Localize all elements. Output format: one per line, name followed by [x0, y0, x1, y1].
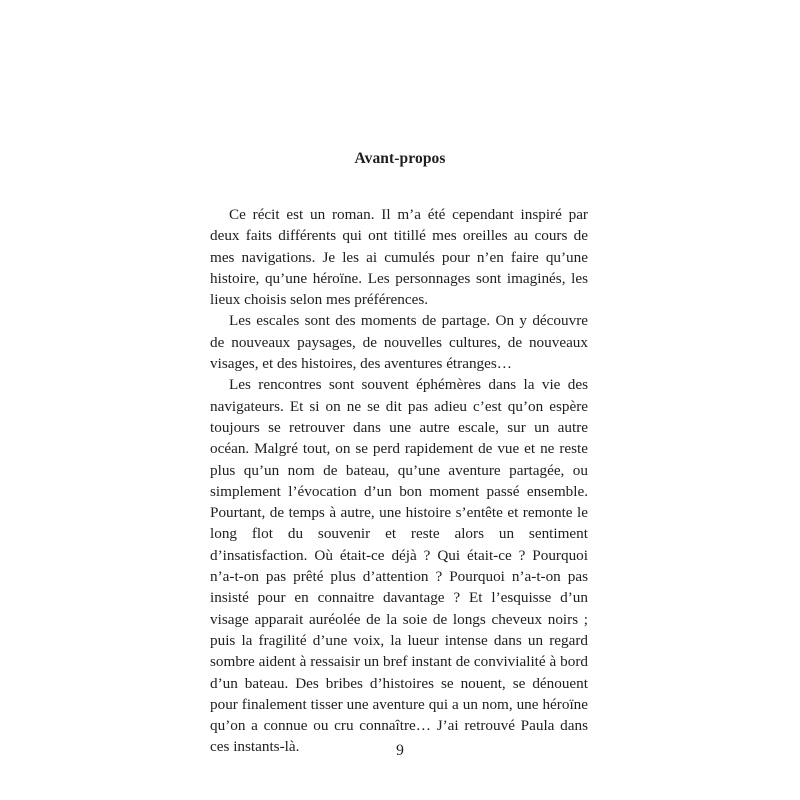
- page-number: 9: [396, 742, 404, 759]
- page-title: Avant-propos: [354, 150, 446, 167]
- paragraph-1: Ce récit est un roman. Il m’a été cependant inspiré par deux faits différents qui ont titillé mes oreilles au cours de mes navigations. Je les ai cumulés pour n’en faire qu’une histoire, qu’une héroïne. Les personnages sont imaginés, les lieux choisis selon mes préférences.: [210, 206, 588, 309]
- paragraph-2: Les escales sont des moments de partage. On y découvre de nouveaux paysages, de nouvelles cultures, de nouveaux visages, et des histoires, des aventures étranges…: [210, 312, 588, 373]
- paragraph-3: Les rencontres sont souvent éphémères dans la vie des navigateurs. Et si on ne se dit pas adieu c’est qu’on espère toujours se retrouver dans une autre escale, sur un autre océan. Malgré tout, on se perd rapidement de vue et ne reste plus qu’un nom de bateau, qu’une aventure partagée, ou simplement l’évocation d’un bon moment passé ensemble. Pourtant, de temps à autre, une histoire s’entête et remonte le long flot du souvenir et reste alors un sentiment d’insatisfaction. Où était-ce déjà ? Qui était-ce ? Pourquoi n’a-t-on pas prêté plus d’attention ? Pourquoi n’a-t-on pas insisté pour en connaitre davantage ? Et l’esquisse d’un visage apparait auréolée de la soie de longs cheveux noirs ; puis la fragilité d’une voix, la lueur intense dans un regard sombre aident à ressaisir un bref instant de convivialité à bord d’un bateau. Des bribes d’histoires se nouent, se dénouent pour finalement tisser une aventure qui a un nom, une héroïne qu’on a connue ou cru connaître… J’ai retrouvé Paula dans ces instants-là.: [210, 376, 588, 756]
- body-text: [210, 204, 588, 758]
